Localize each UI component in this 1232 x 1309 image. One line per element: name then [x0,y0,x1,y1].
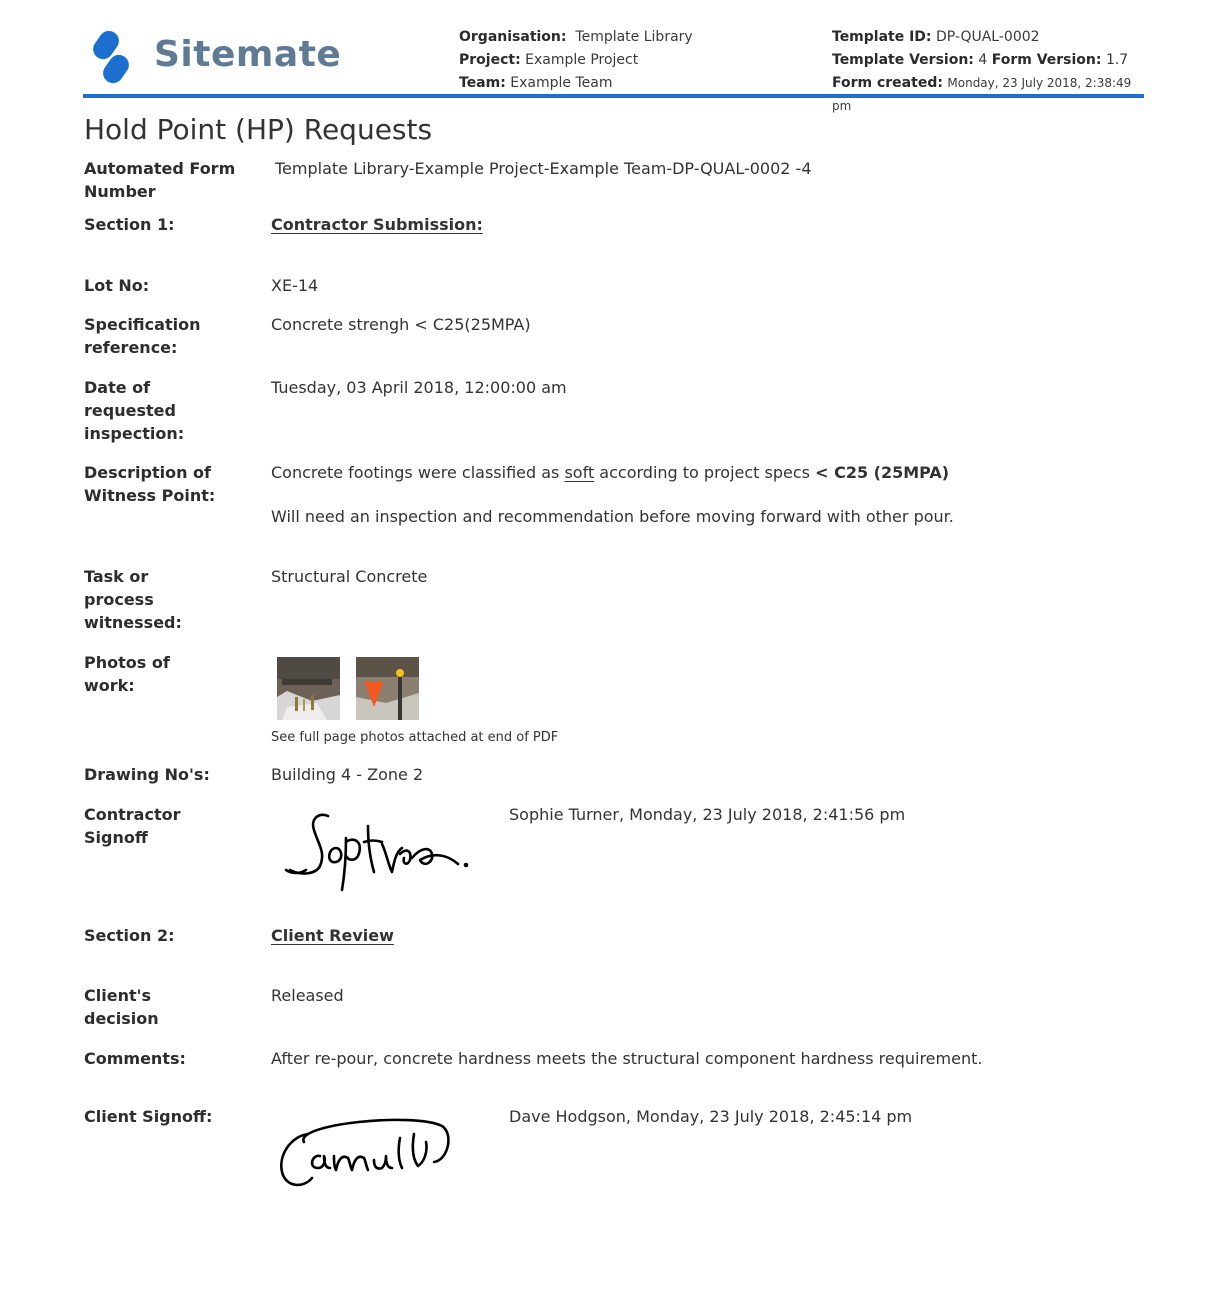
header-meta-template [832,26,1144,118]
comments-label: Comments: [84,1049,186,1068]
decision-value: Released [271,986,344,1005]
contractor-signoff-value: Sophie Turner, Monday, 23 July 2018, 2:41:56 pm [509,805,906,824]
photo-thumbnail-2[interactable] [356,657,419,720]
template-id-value: DP-QUAL-0002 [935,29,1040,45]
description-label: Description of Witness Point: [84,463,216,505]
lot-label: Lot No: [84,276,150,295]
date-value: Tuesday, 03 April 2018, 12:00:00 am [271,378,567,397]
document-header [84,22,1144,113]
sitemate-logo-icon [88,28,136,88]
header-meta-org [459,26,693,95]
template-version-value: 4 [978,52,988,68]
comments-value: After re-pour, concrete hardness meets the structural component hardness requirement. [271,1049,983,1068]
section1-heading: Contractor Submission: [271,215,483,234]
description-text-soft: soft [564,463,595,482]
description-line2: Will need an inspection and recommendation before moving forward with other pour. [271,507,954,526]
spec-value: Concrete strengh < C25(25MPA) [271,315,531,334]
photos-label: Photos of work: [84,653,170,695]
template-id-label: Template ID: [832,29,932,45]
client-signoff-value: Dave Hodgson, Monday, 23 July 2018, 2:45:14 pm [509,1107,913,1126]
description-value [271,461,1131,528]
photos-caption: See full page photos attached at end of PDF [271,730,559,745]
organisation-value: Template Library [575,29,693,45]
form-number-label: Automated Form Number [84,159,236,201]
section2-heading: Client Review [271,926,394,945]
team-label: Team: [459,75,506,91]
decision-label: Client's decision [84,986,159,1028]
client-signature [274,1112,456,1198]
photo-thumbnail-1[interactable] [277,657,340,720]
drawing-value: Building 4 - Zone 2 [271,765,424,784]
section2-label: Section 2: [84,926,175,945]
signature-icon [280,808,475,898]
form-created-label: Form created: [832,75,943,91]
drawing-label: Drawing No's: [84,765,210,784]
photo-thumbnail-icon [356,657,419,720]
form-created-value: Monday, 23 July 2018, 2:38:49 pm [832,76,1132,113]
task-value: Structural Concrete [271,567,428,586]
contractor-signoff-label: Contractor Signoff [84,805,181,847]
client-signoff-label: Client Signoff: [84,1107,213,1126]
spec-label: Specification reference: [84,315,201,357]
photo-thumbnail-icon [277,657,340,720]
form-version-value: 1.7 [1105,52,1129,68]
section1-label: Section 1: [84,215,175,234]
form-number-value: Template Library-Example Project-Example Team-DP-QUAL-0002 -4 [275,159,812,178]
description-text-a: Concrete footings were classified as [271,463,565,482]
description-text-spec: < C25 (25MPA) [815,463,950,482]
page-title: Hold Point (HP) Requests [84,113,433,146]
project-value: Example Project [525,52,639,68]
organisation-label: Organisation: [459,29,567,45]
lot-value: XE-14 [271,276,319,295]
task-label: Task or process witnessed: [84,567,182,632]
team-value: Example Team [510,75,613,91]
project-label: Project: [459,52,521,68]
sitemate-logo [88,28,342,88]
logo-wordmark: Sitemate [154,34,342,75]
contractor-signature [280,808,475,902]
description-text-c: according to project specs [594,463,816,482]
template-version-label: Template Version: [832,52,974,68]
date-label: Date of requested inspection: [84,378,185,443]
signature-icon [274,1112,456,1194]
form-version-label: Form Version: [991,52,1102,68]
header-divider [83,94,1144,98]
